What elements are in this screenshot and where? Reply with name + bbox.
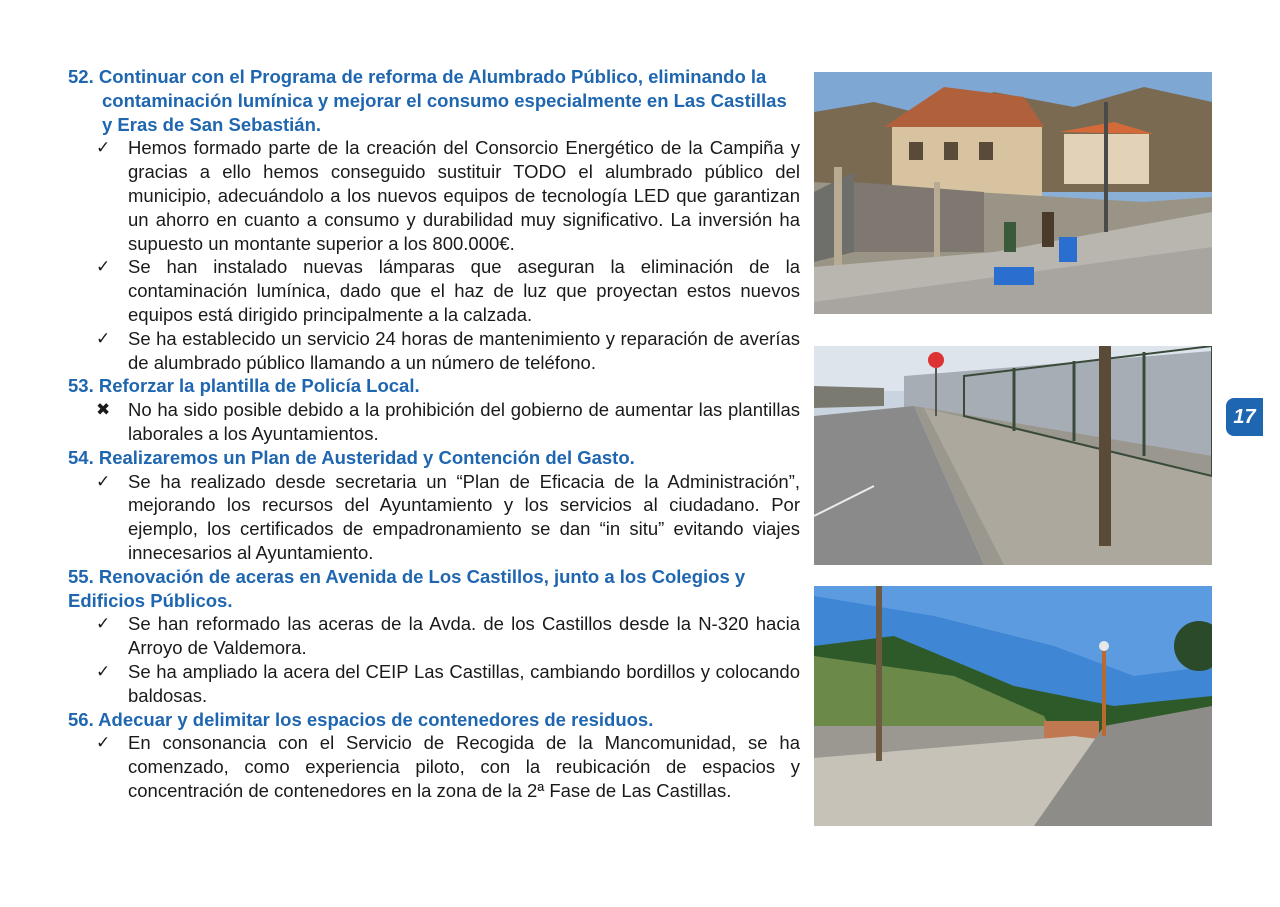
section-heading-54: 54. Realizaremos un Plan de Austeridad y Contención del Gasto. <box>68 446 635 468</box>
item-text: Se ha establecido un servicio 24 horas de mantenimiento y reparación de averías de alumbrado público llamando a un número de teléfono. <box>128 327 800 373</box>
text-column <box>68 65 800 803</box>
page-number-badge: 17 <box>1226 398 1263 436</box>
list-item <box>68 255 800 326</box>
check-icon: ✓ <box>96 733 111 753</box>
check-icon: ✓ <box>96 471 111 491</box>
item-text: En consonancia con el Servicio de Recogida de la Mancomunidad, se ha comenzado, como experiencia piloto, con la reubicación de espacios y concentración de contenedores en la zona de la 2ª Fase de Las Castillas. <box>128 732 800 801</box>
photo-sidewalk-fence <box>814 346 1212 565</box>
item-text: Se ha realizado desde secretaria un “Plan de Eficacia de la Administración”, mejorando los recursos del Ayuntamiento y los servicios al ciudadano. Por ejemplo, los certificados de empadronamiento se dan “in situ” evitando viajes innecesarios al Ayuntamiento. <box>128 470 800 563</box>
list-item <box>68 398 800 446</box>
check-icon: ✓ <box>96 661 111 681</box>
section-heading-53: 53. Reforzar la plantilla de Policía Local. <box>68 375 420 397</box>
list-item <box>68 612 800 660</box>
check-icon: ✓ <box>96 614 111 634</box>
list-item <box>68 470 800 565</box>
photo-renovated-sidewalk <box>814 586 1212 826</box>
item-text: No ha sido posible debido a la prohibición del gobierno de aumentar las plantillas laborales a los Ayuntamientos. <box>128 399 800 444</box>
list-item <box>68 327 800 375</box>
section-heading-52: 52. Continuar con el Programa de reforma de Alumbrado Público, eliminando la contaminación lumínica y mejorar el consumo especialmente en Las Castillas y Eras de San Sebastián. <box>68 66 787 135</box>
check-icon: ✓ <box>96 138 111 158</box>
list-item <box>68 136 800 255</box>
check-icon: ✓ <box>96 328 111 348</box>
photo-street-lighting-works <box>814 72 1212 314</box>
item-text: Se han instalado nuevas lámparas que aseguran la eliminación de la contaminación lumínica, dado que el haz de luz que proyectan estos nuevos equipos está dirigido principalmente a la calzada. <box>128 256 800 325</box>
item-text: Hemos formado parte de la creación del Consorcio Energético de la Campiña y gracias a ello hemos conseguido sustituir TODO el alumbrado público del municipio, adecuándolo a los nuevos equipos de tecnología LED que garantizan un ahorro en cuanto a consumo y durabilidad muy significativo. La inversión ha supuesto un montante superior a los 800.000€. <box>128 137 800 254</box>
list-item <box>68 731 800 802</box>
list-item <box>68 660 800 708</box>
check-icon: ✓ <box>96 257 111 277</box>
item-text: Se han reformado las aceras de la Avda. de los Castillos desde la N-320 hacia Arroyo de Valdemora. <box>128 613 800 659</box>
section-heading-56: 56. Adecuar y delimitar los espacios de contenedores de residuos. <box>68 708 654 730</box>
section-heading-55: 55. Renovación de aceras en Avenida de Los Castillos, junto a los Colegios y Edificios Públicos. <box>68 565 746 611</box>
item-text: Se ha ampliado la acera del CEIP Las Castillas, cambiando bordillos y colocando baldosas. <box>128 660 800 706</box>
cross-icon: ✖ <box>96 400 111 420</box>
